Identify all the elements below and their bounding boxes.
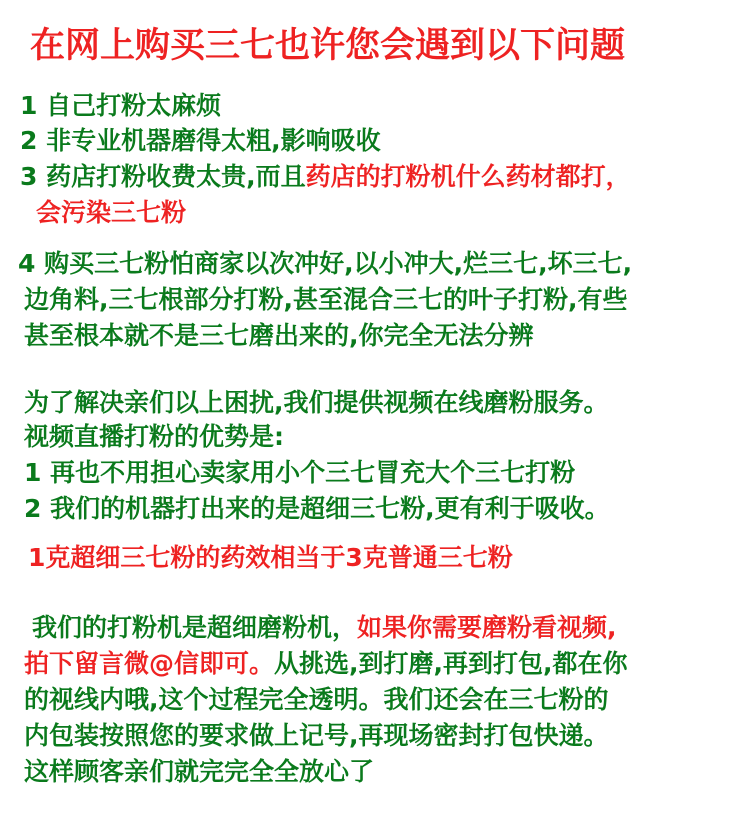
problem-4-line-3: 甚至根本就不是三七磨出来的,你完全无法分辨 [24, 321, 534, 350]
solution-line-4: 2 我们的机器打出来的是超细三七粉,更有利于吸收。 [24, 494, 610, 523]
service-line-5: 这样顾客亲们就完完全全放心了 [24, 757, 375, 786]
solution-line-2: 视频直播打粉的优势是: [24, 422, 284, 451]
problem-2: 2 非专业机器磨得太粗,影响吸收 [20, 126, 381, 155]
service-line-2-text: 从挑选,到打磨,再到打包,都在你 [274, 649, 628, 678]
problem-3-text: 3 药店打粉收费太贵,而且 [20, 162, 306, 191]
solution-line-1: 为了解决亲们以上困扰,我们提供视频在线磨粉服务。 [24, 388, 609, 417]
solution-line-3: 1 再也不用担心卖家用小个三七冒充大个三七打粉 [24, 458, 576, 487]
service-line-1 [32, 614, 617, 643]
problem-3-continuation: 会污染三七粉 [36, 198, 187, 227]
service-line-1-text: 我们的打粉机是超细磨粉机， [32, 613, 358, 642]
problem-4-line-1: 4 购买三七粉怕商家以次冲好,以小冲大,烂三七,坏三七, [18, 249, 633, 278]
problem-3-highlight: 药店的打粉机什么药材都打， [305, 162, 631, 191]
problem-1: 1 自己打粉太麻烦 [20, 91, 222, 120]
service-line-3: 的视线内哦,这个过程完全透明。我们还会在三七粉的 [24, 685, 609, 714]
service-line-2-highlight: 拍下留言微@信即可。 [24, 649, 275, 678]
problem-4-line-2: 边角料,三七根部分打粉,甚至混合三七的叶子打粉,有些 [24, 285, 628, 314]
service-line-2 [24, 650, 628, 679]
problem-3 [20, 163, 631, 192]
page-title: 在网上购买三七也许您会遇到以下问题 [30, 26, 626, 66]
highlight-claim: 1克超细三七粉的药效相当于3克普通三七粉 [28, 543, 513, 572]
service-line-4: 内包装按照您的要求做上记号,再现场密封打包快递。 [24, 721, 609, 750]
service-line-1-highlight: 如果你需要磨粉看视频, [357, 613, 617, 642]
